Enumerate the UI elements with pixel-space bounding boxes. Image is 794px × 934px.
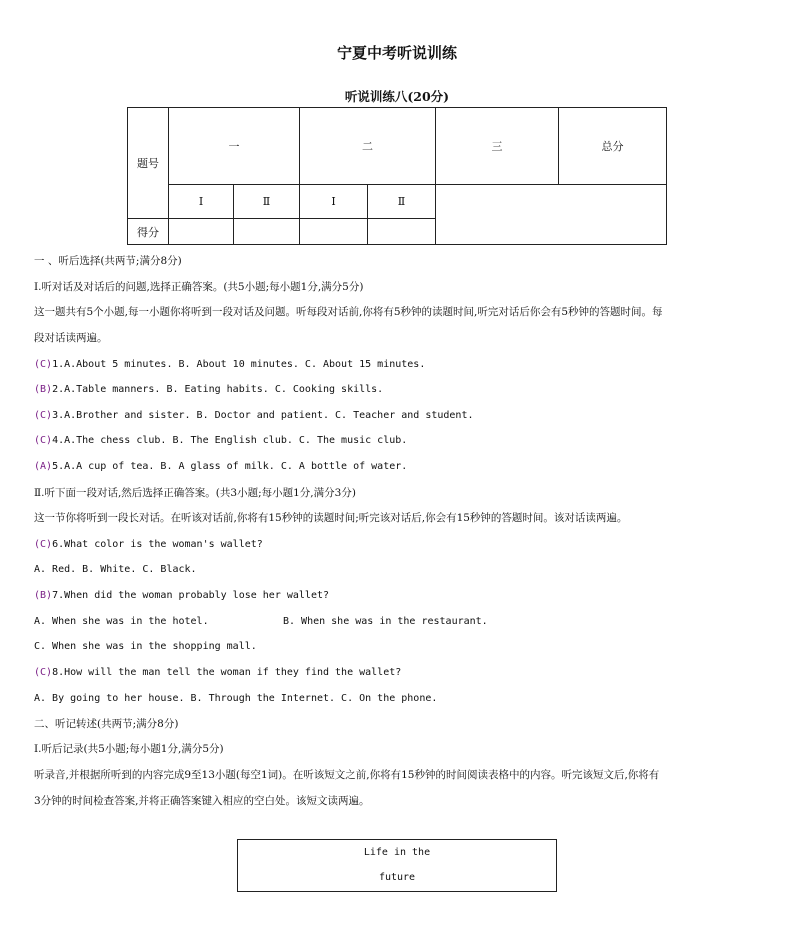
- question-text: 8.How will the man tell the woman if they find the wallet?: [52, 667, 402, 678]
- score-table-col-part1: 一: [169, 108, 300, 185]
- part1-sec2-instructions: 这一节你将听到一段长对话。在听该对话前,你将有15秒钟的读题时间;听完该对话后,你会有15秒钟的答题时间。该对话读两遍。: [34, 512, 628, 524]
- table-title-line-2: future: [378, 872, 416, 883]
- part1-heading: 一 、听后选择(共两节;满分8分): [34, 255, 182, 267]
- score-table-col-part3: 三: [436, 108, 559, 185]
- part1-sec1-instructions-cont: 段对话读两遍。: [34, 332, 108, 344]
- question-3: [34, 409, 474, 423]
- answer-mark: (C): [34, 539, 53, 550]
- part2-instructions: 听录音,并根据所听到的内容完成9至13小题(每空1词)。在听该短文之前,你将有15秒钟的时间阅读表格中的内容。听完该短文后,你将有: [34, 769, 660, 781]
- score-table-col-total: 总分: [559, 108, 667, 185]
- score-table-sub-1: Ⅰ: [169, 185, 234, 219]
- part2-instructions-cont: 3分钟的时间检查答案,并将正确答案键入相应的空白处。该短文读两遍。: [34, 795, 370, 807]
- answer-mark: (C): [34, 667, 53, 678]
- score-cell[interactable]: [300, 219, 368, 245]
- question-7-option-c: C. When she was in the shopping mall.: [34, 641, 257, 652]
- question-8: [34, 666, 401, 680]
- question-text: 2.A.Table manners. B. Eating habits. C. Cooking skills.: [52, 384, 384, 395]
- question-text: 7.When did the woman probably lose her wallet?: [52, 590, 330, 601]
- score-cell[interactable]: [169, 219, 234, 245]
- question-7: [34, 589, 329, 603]
- score-table-row-label-defen: 得分: [128, 219, 169, 245]
- question-4: [34, 434, 407, 448]
- part1-sec2-heading: Ⅱ.听下面一段对话,然后选择正确答案。(共3小题;每小题1分,满分3分): [34, 487, 356, 499]
- score-table-empty-cell: [436, 185, 667, 245]
- score-table-sub-2: Ⅱ: [234, 185, 300, 219]
- question-6: [34, 538, 263, 552]
- question-1: [34, 358, 425, 372]
- question-text: 1.A.About 5 minutes. B. About 10 minutes. C. About 15 minutes.: [52, 359, 426, 370]
- question-7-option-a: A. When she was in the hotel.: [34, 616, 209, 627]
- score-table-sub-3: Ⅰ: [300, 185, 368, 219]
- question-7-option-b: B. When she was in the restaurant.: [283, 616, 488, 627]
- question-2: [34, 383, 383, 397]
- question-8-options: A. By going to her house. B. Through the Internet. C. On the phone.: [34, 693, 438, 704]
- table-title-line-1: Life in the: [363, 847, 431, 858]
- score-table-sub-4: Ⅱ: [368, 185, 436, 219]
- part2-heading: 二、听记转述(共两节;满分8分): [34, 718, 179, 730]
- answer-mark: (C): [34, 359, 53, 370]
- life-in-future-table: [237, 839, 557, 892]
- score-table-col-part2: 二: [300, 108, 436, 185]
- question-text: 3.A.Brother and sister. B. Doctor and patient. C. Teacher and student.: [52, 410, 474, 421]
- part2-sec1-heading: Ⅰ.听后记录(共5小题;每小题1分,满分5分): [34, 743, 224, 755]
- score-cell[interactable]: [234, 219, 300, 245]
- score-table-row-label-tihao: 题号: [128, 108, 169, 219]
- answer-mark: (C): [34, 435, 53, 446]
- score-cell[interactable]: [368, 219, 436, 245]
- page-subtitle: 听说训练八(20分): [344, 89, 450, 104]
- answer-mark: (B): [34, 590, 53, 601]
- question-text: 4.A.The chess club. B. The English club. C. The music club.: [52, 435, 408, 446]
- question-text: 6.What color is the woman's wallet?: [52, 539, 263, 550]
- part1-sec1-instructions: 这一题共有5个小题,每一小题你将听到一段对话及问题。听每段对话前,你将有5秒钟的读题时间,听完对话后你会有5秒钟的答题时间。每: [34, 306, 663, 318]
- question-5: [34, 460, 407, 474]
- part1-sec1-heading: Ⅰ.听对话及对话后的问题,选择正确答案。(共5小题;每小题1分,满分5分): [34, 281, 364, 293]
- page-title: 宁夏中考听说训练: [336, 44, 457, 62]
- answer-mark: (B): [34, 384, 53, 395]
- question-6-options: A. Red. B. White. C. Black.: [34, 564, 197, 575]
- score-table: [127, 107, 667, 245]
- answer-mark: (C): [34, 410, 53, 421]
- answer-mark: (A): [34, 461, 53, 472]
- question-text: 5.A.A cup of tea. B. A glass of milk. C. A bottle of water.: [52, 461, 408, 472]
